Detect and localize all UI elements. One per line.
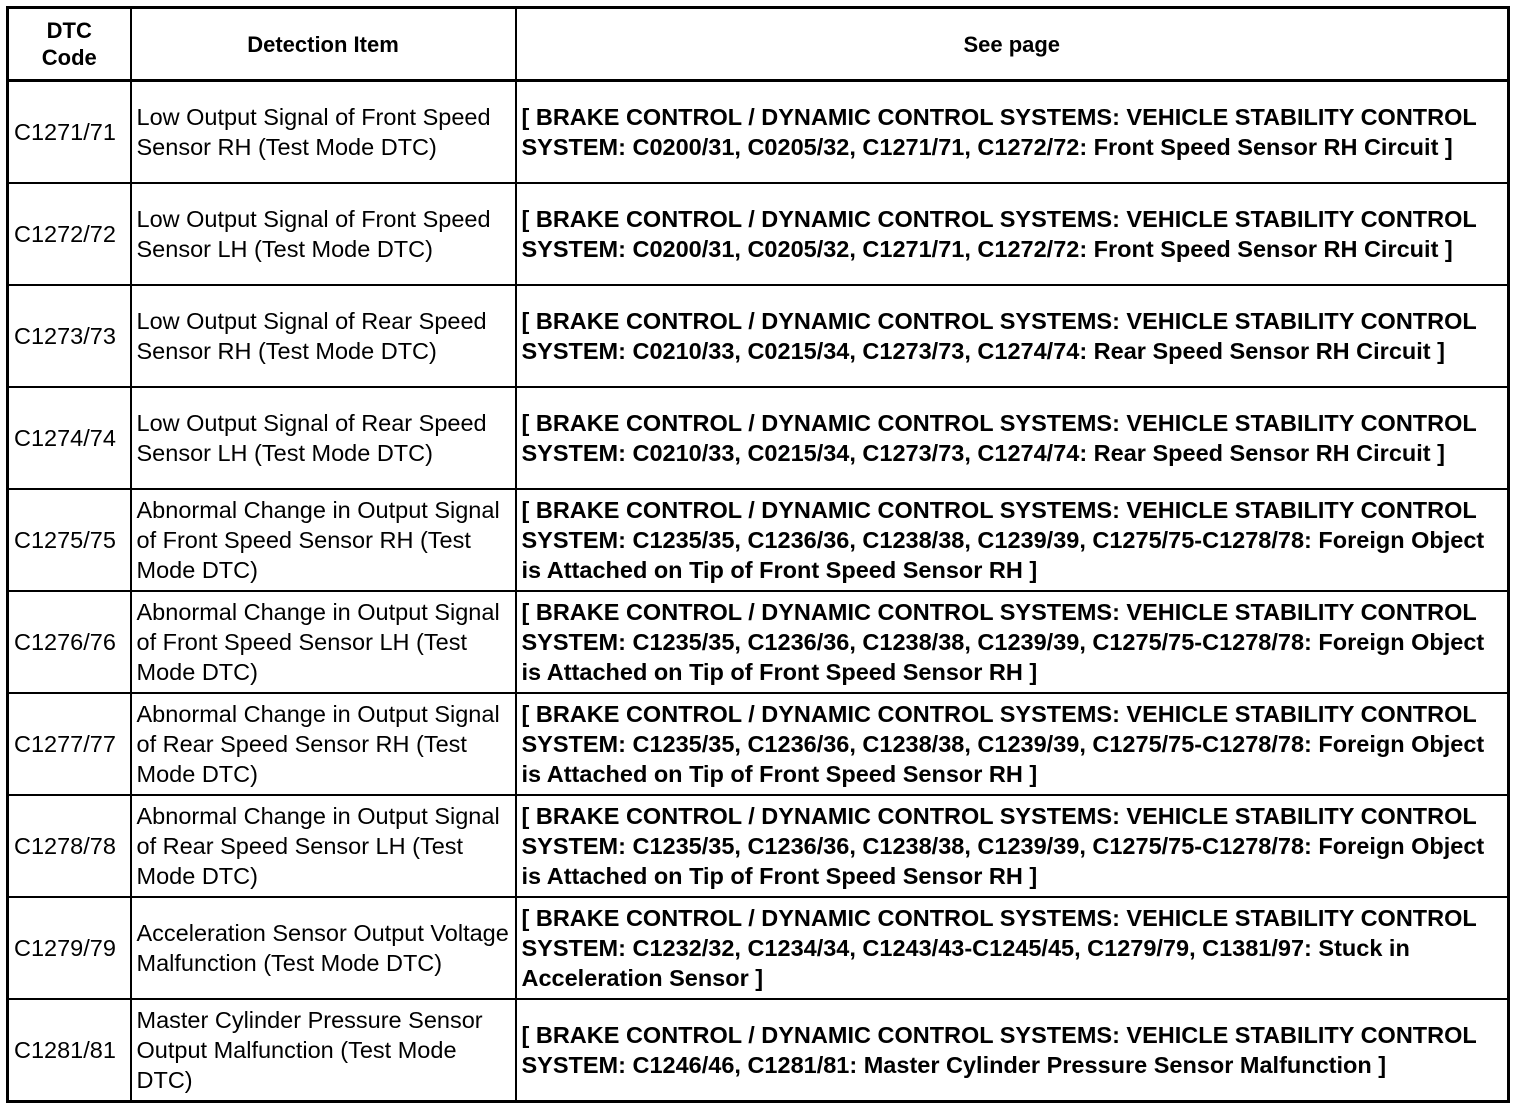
see-page-link[interactable]: [ BRAKE CONTROL / DYNAMIC CONTROL SYSTEMS: VEHICLE STABILITY CONTROL SYSTEM: C1246/46, C1281/81: Master Cylinder Pressure Sensor Malfunction ] xyxy=(516,999,1509,1102)
dtc-code-cell: C1278/78 xyxy=(8,795,131,897)
detection-item-cell: Acceleration Sensor Output Voltage Malfunction (Test Mode DTC) xyxy=(131,897,516,999)
detection-item-cell: Low Output Signal of Front Speed Sensor LH (Test Mode DTC) xyxy=(131,183,516,285)
see-page-link[interactable]: [ BRAKE CONTROL / DYNAMIC CONTROL SYSTEMS: VEHICLE STABILITY CONTROL SYSTEM: C1232/32, C1234/34, C1243/43-C1245/45, C1279/79, C1381/97: Stuck in Acceleration Sensor ] xyxy=(516,897,1509,999)
dtc-code-cell: C1273/73 xyxy=(8,285,131,387)
see-page-link[interactable]: [ BRAKE CONTROL / DYNAMIC CONTROL SYSTEMS: VEHICLE STABILITY CONTROL SYSTEM: C1235/35, C1236/36, C1238/38, C1239/39, C1275/75-C1278/78: Foreign Object is Attached on Tip of Front Speed Sensor RH ] xyxy=(516,591,1509,693)
dtc-code-cell: C1275/75 xyxy=(8,489,131,591)
dtc-code-cell: C1272/72 xyxy=(8,183,131,285)
detection-item-cell: Abnormal Change in Output Signal of Rear Speed Sensor LH (Test Mode DTC) xyxy=(131,795,516,897)
detection-item-cell: Low Output Signal of Rear Speed Sensor RH (Test Mode DTC) xyxy=(131,285,516,387)
dtc-code-cell: C1274/74 xyxy=(8,387,131,489)
see-page-link[interactable]: [ BRAKE CONTROL / DYNAMIC CONTROL SYSTEMS: VEHICLE STABILITY CONTROL SYSTEM: C0200/31, C0205/32, C1271/71, C1272/72: Front Speed Sensor RH Circuit ] xyxy=(516,81,1509,184)
see-page-link[interactable]: [ BRAKE CONTROL / DYNAMIC CONTROL SYSTEMS: VEHICLE STABILITY CONTROL SYSTEM: C0210/33, C0215/34, C1273/73, C1274/74: Rear Speed Sensor RH Circuit ] xyxy=(516,285,1509,387)
dtc-code-cell: C1281/81 xyxy=(8,999,131,1102)
detection-item-cell: Master Cylinder Pressure Sensor Output Malfunction (Test Mode DTC) xyxy=(131,999,516,1102)
table-row xyxy=(8,693,1509,795)
table-row xyxy=(8,999,1509,1102)
detection-item-cell: Abnormal Change in Output Signal of Front Speed Sensor LH (Test Mode DTC) xyxy=(131,591,516,693)
dtc-code-cell: C1276/76 xyxy=(8,591,131,693)
dtc-code-cell: C1279/79 xyxy=(8,897,131,999)
table-row xyxy=(8,183,1509,285)
see-page-link[interactable]: [ BRAKE CONTROL / DYNAMIC CONTROL SYSTEMS: VEHICLE STABILITY CONTROL SYSTEM: C0200/31, C0205/32, C1271/71, C1272/72: Front Speed Sensor RH Circuit ] xyxy=(516,183,1509,285)
dtc-code-cell: C1277/77 xyxy=(8,693,131,795)
table-row xyxy=(8,795,1509,897)
dtc-code-cell: C1271/71 xyxy=(8,81,131,184)
table-row xyxy=(8,591,1509,693)
see-page-link[interactable]: [ BRAKE CONTROL / DYNAMIC CONTROL SYSTEMS: VEHICLE STABILITY CONTROL SYSTEM: C1235/35, C1236/36, C1238/38, C1239/39, C1275/75-C1278/78: Foreign Object is Attached on Tip of Front Speed Sensor RH ] xyxy=(516,693,1509,795)
detection-item-cell: Abnormal Change in Output Signal of Front Speed Sensor RH (Test Mode DTC) xyxy=(131,489,516,591)
table-row xyxy=(8,285,1509,387)
see-page-link[interactable]: [ BRAKE CONTROL / DYNAMIC CONTROL SYSTEMS: VEHICLE STABILITY CONTROL SYSTEM: C1235/35, C1236/36, C1238/38, C1239/39, C1275/75-C1278/78: Foreign Object is Attached on Tip of Front Speed Sensor RH ] xyxy=(516,795,1509,897)
detection-item-cell: Abnormal Change in Output Signal of Rear Speed Sensor RH (Test Mode DTC) xyxy=(131,693,516,795)
detection-item-cell: Low Output Signal of Front Speed Sensor RH (Test Mode DTC) xyxy=(131,81,516,184)
table-row xyxy=(8,81,1509,184)
dtc-table xyxy=(6,6,1510,1103)
see-page-link[interactable]: [ BRAKE CONTROL / DYNAMIC CONTROL SYSTEMS: VEHICLE STABILITY CONTROL SYSTEM: C0210/33, C0215/34, C1273/73, C1274/74: Rear Speed Sensor RH Circuit ] xyxy=(516,387,1509,489)
table-row xyxy=(8,897,1509,999)
see-page-link[interactable]: [ BRAKE CONTROL / DYNAMIC CONTROL SYSTEMS: VEHICLE STABILITY CONTROL SYSTEM: C1235/35, C1236/36, C1238/38, C1239/39, C1275/75-C1278/78: Foreign Object is Attached on Tip of Front Speed Sensor RH ] xyxy=(516,489,1509,591)
header-detection-item: Detection Item xyxy=(131,8,516,81)
detection-item-cell: Low Output Signal of Rear Speed Sensor LH (Test Mode DTC) xyxy=(131,387,516,489)
table-row xyxy=(8,489,1509,591)
header-see-page: See page xyxy=(516,8,1509,81)
header-dtc-code: DTC Code xyxy=(8,8,131,81)
header-row xyxy=(8,8,1509,81)
table-row xyxy=(8,387,1509,489)
